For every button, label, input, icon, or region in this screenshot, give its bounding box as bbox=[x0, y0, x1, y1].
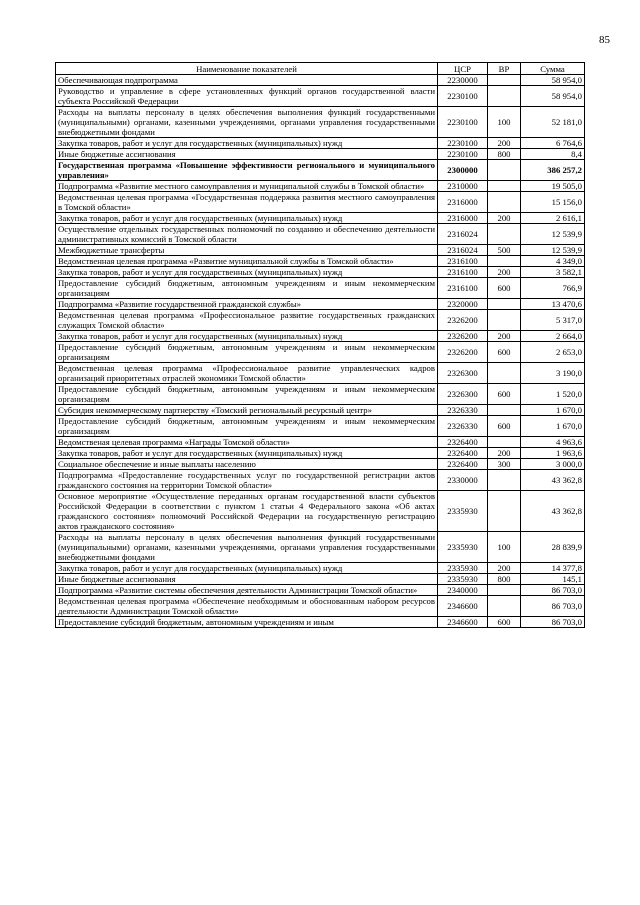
row-csr: 2230100 bbox=[438, 86, 488, 107]
row-sum: 766,9 bbox=[521, 278, 585, 299]
row-csr: 2230100 bbox=[438, 149, 488, 160]
row-name: Предоставление субсидий бюджетным, автономным учреждениям и иным некоммерческим организациям bbox=[56, 278, 438, 299]
row-sum: 86 703,0 bbox=[521, 596, 585, 617]
row-csr: 2230100 bbox=[438, 107, 488, 138]
table-row bbox=[56, 75, 585, 86]
row-name: Ведомственная целевая программа «Обеспечение необходимым и обоснованным набором ресурсов деятельности Администрации Томской области» bbox=[56, 596, 438, 617]
row-name: Закупка товаров, работ и услуг для государственных (муниципальных) нужд bbox=[56, 331, 438, 342]
row-csr: 2316024 bbox=[438, 224, 488, 245]
table-row bbox=[56, 299, 585, 310]
row-vr: 600 bbox=[488, 342, 521, 363]
row-vr bbox=[488, 363, 521, 384]
row-vr: 600 bbox=[488, 384, 521, 405]
table-row bbox=[56, 149, 585, 160]
row-csr: 2316000 bbox=[438, 192, 488, 213]
row-vr bbox=[488, 596, 521, 617]
row-vr bbox=[488, 86, 521, 107]
row-sum: 3 582,1 bbox=[521, 267, 585, 278]
row-sum: 15 156,0 bbox=[521, 192, 585, 213]
row-vr bbox=[488, 181, 521, 192]
row-name: Подпрограмма «Развитие государственной гражданской службы» bbox=[56, 299, 438, 310]
row-vr: 800 bbox=[488, 574, 521, 585]
row-name: Закупка товаров, работ и услуг для государственных (муниципальных) нужд bbox=[56, 213, 438, 224]
table-row bbox=[56, 107, 585, 138]
row-vr bbox=[488, 224, 521, 245]
row-vr: 200 bbox=[488, 213, 521, 224]
row-csr: 2340000 bbox=[438, 585, 488, 596]
row-csr: 2335930 bbox=[438, 532, 488, 563]
row-name: Расходы на выплаты персоналу в целях обеспечения выполнения функций государственными (муниципальными) органами, казенными учреждениями, органами управления государственными внебюджетными фондами bbox=[56, 107, 438, 138]
row-vr: 600 bbox=[488, 617, 521, 628]
table-row bbox=[56, 532, 585, 563]
row-csr: 2326200 bbox=[438, 310, 488, 331]
row-csr: 2326330 bbox=[438, 416, 488, 437]
row-vr bbox=[488, 470, 521, 491]
row-sum: 86 703,0 bbox=[521, 617, 585, 628]
table-row bbox=[56, 416, 585, 437]
row-name: Ведомственная целевая программа «Профессиональное развитие государственных гражданских служащих Томской области» bbox=[56, 310, 438, 331]
table-row bbox=[56, 267, 585, 278]
row-sum: 19 505,0 bbox=[521, 181, 585, 192]
row-name: Ведомственная целевая программа «Государственная поддержка развития местного самоуправления в Томской области» bbox=[56, 192, 438, 213]
row-vr bbox=[488, 192, 521, 213]
row-sum: 2 616,1 bbox=[521, 213, 585, 224]
row-name: Закупка товаров, работ и услуг для государственных (муниципальных) нужд bbox=[56, 267, 438, 278]
table-row bbox=[56, 470, 585, 491]
header-vr: ВР bbox=[488, 63, 521, 75]
row-csr: 2335930 bbox=[438, 491, 488, 532]
row-sum: 386 257,2 bbox=[521, 160, 585, 181]
row-vr bbox=[488, 585, 521, 596]
row-vr: 200 bbox=[488, 448, 521, 459]
row-vr bbox=[488, 310, 521, 331]
row-vr: 100 bbox=[488, 107, 521, 138]
row-name: Предоставление субсидий бюджетным, автономным учреждениям и иным некоммерческим организациям bbox=[56, 384, 438, 405]
row-sum: 6 764,6 bbox=[521, 138, 585, 149]
row-csr: 2326300 bbox=[438, 363, 488, 384]
row-name: Субсидия некоммерческому партнерству «Томский региональный ресурсный центр» bbox=[56, 405, 438, 416]
table-header-row bbox=[56, 63, 585, 75]
row-name: Государственная программа «Повышение эффективности регионального и муниципального управления» bbox=[56, 160, 438, 181]
row-sum: 43 362,8 bbox=[521, 470, 585, 491]
table-row bbox=[56, 363, 585, 384]
row-csr: 2316100 bbox=[438, 278, 488, 299]
table-row bbox=[56, 224, 585, 245]
row-csr: 2300000 bbox=[438, 160, 488, 181]
table-row bbox=[56, 86, 585, 107]
row-sum: 28 839,9 bbox=[521, 532, 585, 563]
row-name: Предоставление субсидий бюджетным, автономным учреждениям и иным некоммерческим организациям bbox=[56, 342, 438, 363]
row-csr: 2326400 bbox=[438, 448, 488, 459]
row-sum: 1 963,6 bbox=[521, 448, 585, 459]
table-row bbox=[56, 384, 585, 405]
row-sum: 58 954,0 bbox=[521, 75, 585, 86]
row-csr: 2230000 bbox=[438, 75, 488, 86]
row-sum: 13 470,6 bbox=[521, 299, 585, 310]
table-row bbox=[56, 596, 585, 617]
row-csr: 2316100 bbox=[438, 267, 488, 278]
row-name: Ведомственая целевая программа «Награды Томской области» bbox=[56, 437, 438, 448]
row-csr: 2346600 bbox=[438, 596, 488, 617]
row-sum: 52 181,0 bbox=[521, 107, 585, 138]
row-csr: 2326400 bbox=[438, 437, 488, 448]
table-row bbox=[56, 138, 585, 149]
row-csr: 2326400 bbox=[438, 459, 488, 470]
row-sum: 3 190,0 bbox=[521, 363, 585, 384]
row-sum: 12 539,9 bbox=[521, 245, 585, 256]
row-sum: 14 377,8 bbox=[521, 563, 585, 574]
table-row bbox=[56, 245, 585, 256]
row-name: Социальное обеспечение и иные выплаты населению bbox=[56, 459, 438, 470]
row-csr: 2326330 bbox=[438, 405, 488, 416]
row-vr bbox=[488, 75, 521, 86]
row-sum: 3 000,0 bbox=[521, 459, 585, 470]
row-vr bbox=[488, 160, 521, 181]
row-vr bbox=[488, 256, 521, 267]
row-sum: 1 520,0 bbox=[521, 384, 585, 405]
table-row bbox=[56, 459, 585, 470]
table-row bbox=[56, 342, 585, 363]
row-csr: 2326200 bbox=[438, 331, 488, 342]
row-csr: 2316100 bbox=[438, 256, 488, 267]
row-name: Закупка товаров, работ и услуг для государственных (муниципальных) нужд bbox=[56, 563, 438, 574]
table-row bbox=[56, 585, 585, 596]
table-row bbox=[56, 491, 585, 532]
row-sum: 58 954,0 bbox=[521, 86, 585, 107]
table-row bbox=[56, 160, 585, 181]
table-row bbox=[56, 331, 585, 342]
row-sum: 43 362,8 bbox=[521, 491, 585, 532]
table-row bbox=[56, 256, 585, 267]
row-name: Ведомственная целевая программа «Развитие муниципальной службы в Томской области» bbox=[56, 256, 438, 267]
table-row bbox=[56, 448, 585, 459]
row-csr: 2230100 bbox=[438, 138, 488, 149]
table-body bbox=[56, 75, 585, 628]
table-row bbox=[56, 310, 585, 331]
row-name: Иные бюджетные ассигнования bbox=[56, 574, 438, 585]
row-name: Подпрограмма «Развитие местного самоуправления и муниципальной службы в Томской области» bbox=[56, 181, 438, 192]
table-row bbox=[56, 617, 585, 628]
row-name: Иные бюджетные ассигнования bbox=[56, 149, 438, 160]
row-sum: 4 963,6 bbox=[521, 437, 585, 448]
row-name: Расходы на выплаты персоналу в целях обеспечения выполнения функций государственными (муниципальными) органами, казенными учреждениями, органами управления государственными внебюджетными фондами bbox=[56, 532, 438, 563]
row-name: Межбюджетные трансферты bbox=[56, 245, 438, 256]
table-row bbox=[56, 181, 585, 192]
row-name: Ведомственная целевая программа «Профессиональное развитие управленческих кадров организаций приоритетных отраслей экономики Томской области» bbox=[56, 363, 438, 384]
row-csr: 2326200 bbox=[438, 342, 488, 363]
header-sum: Сумма bbox=[521, 63, 585, 75]
row-sum: 2 653,0 bbox=[521, 342, 585, 363]
row-name: Обеспечивающая подпрограмма bbox=[56, 75, 438, 86]
row-sum: 2 664,0 bbox=[521, 331, 585, 342]
row-name: Предоставление субсидий бюджетным, автономным учреждениям и иным некоммерческим организациям bbox=[56, 416, 438, 437]
row-vr: 800 bbox=[488, 149, 521, 160]
row-sum: 1 670,0 bbox=[521, 416, 585, 437]
table-row bbox=[56, 213, 585, 224]
row-sum: 4 349,0 bbox=[521, 256, 585, 267]
table-row bbox=[56, 192, 585, 213]
header-csr: ЦСР bbox=[438, 63, 488, 75]
row-csr: 2310000 bbox=[438, 181, 488, 192]
row-name: Предоставление субсидий бюджетным, автономным учреждениям и иным bbox=[56, 617, 438, 628]
header-name: Наименование показателей bbox=[56, 63, 438, 75]
row-name: Закупка товаров, работ и услуг для государственных (муниципальных) нужд bbox=[56, 138, 438, 149]
page-number: 85 bbox=[599, 34, 610, 46]
row-sum: 86 703,0 bbox=[521, 585, 585, 596]
row-sum: 145,1 bbox=[521, 574, 585, 585]
row-csr: 2320000 bbox=[438, 299, 488, 310]
row-vr: 600 bbox=[488, 278, 521, 299]
row-sum: 12 539,9 bbox=[521, 224, 585, 245]
row-vr: 200 bbox=[488, 331, 521, 342]
row-sum: 5 317,0 bbox=[521, 310, 585, 331]
row-csr: 2316024 bbox=[438, 245, 488, 256]
row-vr bbox=[488, 299, 521, 310]
row-vr bbox=[488, 491, 521, 532]
row-csr: 2346600 bbox=[438, 617, 488, 628]
row-vr: 100 bbox=[488, 532, 521, 563]
row-vr: 300 bbox=[488, 459, 521, 470]
row-sum: 1 670,0 bbox=[521, 405, 585, 416]
row-csr: 2330000 bbox=[438, 470, 488, 491]
row-csr: 2326300 bbox=[438, 384, 488, 405]
row-csr: 2335930 bbox=[438, 563, 488, 574]
row-name: Основное мероприятие «Осуществление переданных органам государственной власти субъектов Российской Федерации в соответствии с пунктом 1 статьи 4 Федерального закона «Об актах гражданского состояния» полномочий Российской Федерации на государственную регистрацию актов гражданского состояния» bbox=[56, 491, 438, 532]
table-row bbox=[56, 563, 585, 574]
row-vr bbox=[488, 405, 521, 416]
table-row bbox=[56, 437, 585, 448]
row-name: Подпрограмма «Развитие системы обеспечения деятельности Администрации Томской области» bbox=[56, 585, 438, 596]
row-name: Осуществление отдельных государственных полномочий по созданию и обеспечению деятельности административных комиссий в Томской области bbox=[56, 224, 438, 245]
row-vr: 200 bbox=[488, 138, 521, 149]
row-name: Руководство и управление в сфере установленных функций органов государственной власти субъекта Российской Федерации bbox=[56, 86, 438, 107]
row-name: Закупка товаров, работ и услуг для государственных (муниципальных) нужд bbox=[56, 448, 438, 459]
row-csr: 2335930 bbox=[438, 574, 488, 585]
table-row bbox=[56, 405, 585, 416]
row-name: Подпрограмма «Предоставление государственных услуг по государственной регистрации актов гражданского состояния на территории Томской области» bbox=[56, 470, 438, 491]
row-vr: 500 bbox=[488, 245, 521, 256]
budget-table bbox=[55, 62, 585, 628]
row-vr bbox=[488, 437, 521, 448]
row-sum: 8,4 bbox=[521, 149, 585, 160]
row-vr: 200 bbox=[488, 267, 521, 278]
row-vr: 600 bbox=[488, 416, 521, 437]
row-csr: 2316000 bbox=[438, 213, 488, 224]
table-row bbox=[56, 574, 585, 585]
row-vr: 200 bbox=[488, 563, 521, 574]
table-row bbox=[56, 278, 585, 299]
